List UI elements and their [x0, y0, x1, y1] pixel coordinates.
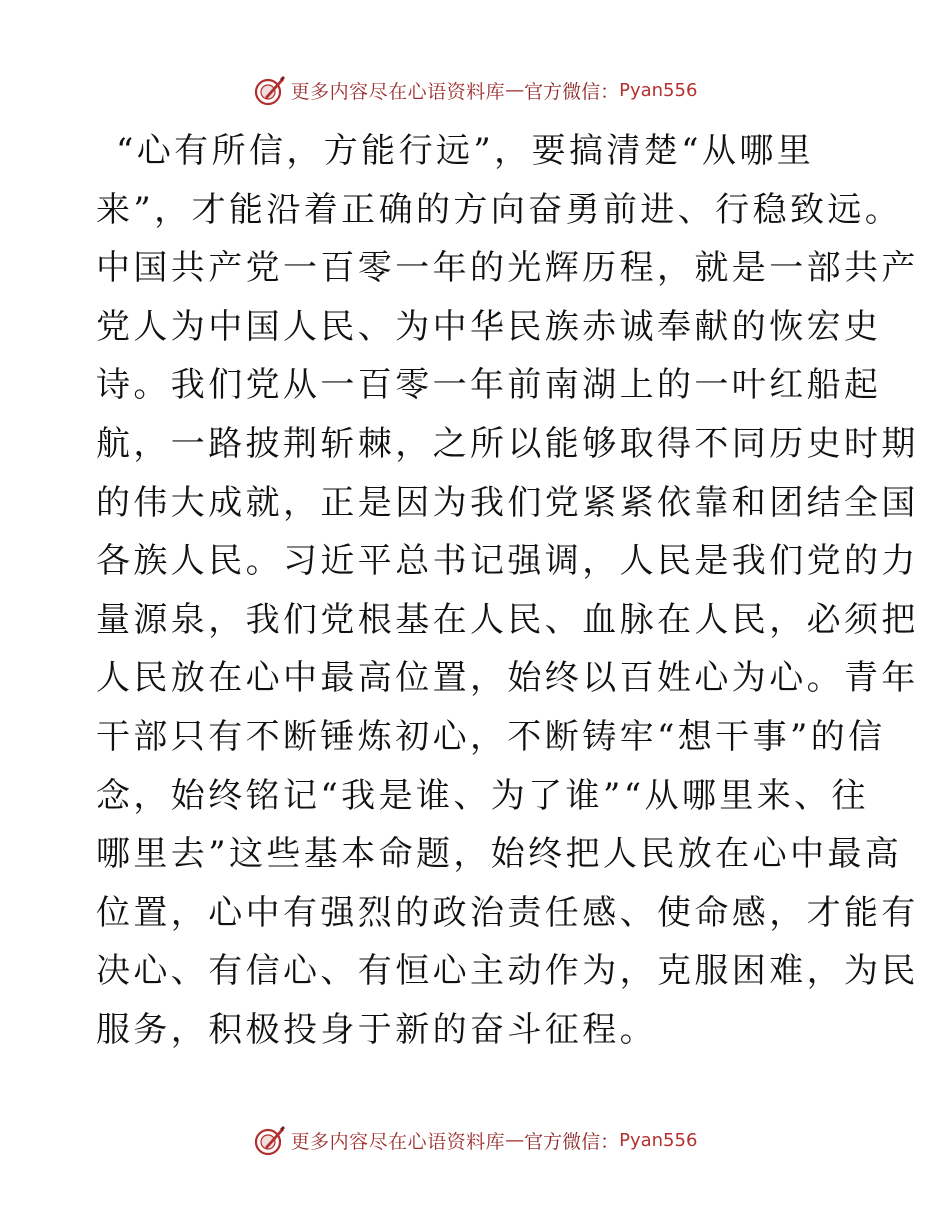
footer-banner [0, 1120, 950, 1160]
quill-logo-icon [253, 73, 287, 107]
article-line: 的伟大成就，正是因为我们党紧紧依靠和团结全国 [96, 482, 919, 523]
article-line: 党人为中国人民、为中华民族赤诚奉献的恢宏史 [96, 306, 882, 347]
banner-wechat-id: Pyan556 [619, 1129, 698, 1151]
article-line: 中国共产党一百零一年的光辉历程，就是一部共产 [96, 248, 919, 289]
article-line: 来”，才能沿着正确的方向奋勇前进、行稳致远。 [96, 189, 903, 230]
article-line: “心有所信，方能行远”，要搞清楚“从哪里 [116, 131, 815, 171]
article-line: 决心、有信心、有恒心主动作为，克服困难，为民 [96, 951, 919, 992]
article-line: 人民放在心中最高位置，始终以百姓心为心。青年 [96, 658, 919, 699]
banner-separator: — [505, 1129, 525, 1151]
article-line: 诗。我们党从一百零一年前南湖上的一叶红船起 [96, 365, 882, 406]
article-line: 位置，心中有强烈的政治责任感、使命感，才能有 [96, 892, 919, 933]
quill-logo-icon [253, 1123, 287, 1157]
banner-wechat-label: 官方微信： [524, 1130, 620, 1153]
article-line: 服务，积极投身于新的奋斗征程。 [96, 1009, 657, 1050]
article-body [96, 122, 919, 1060]
banner-slogan: 更多内容尽在心语资料库 [290, 80, 506, 103]
banner-separator: — [505, 79, 525, 101]
banner-slogan: 更多内容尽在心语资料库 [290, 1130, 506, 1153]
article-line: 各族人民。习近平总书记强调，人民是我们党的力 [96, 541, 919, 582]
banner-wechat-id: Pyan556 [619, 79, 698, 101]
article-line: 航，一路披荆斩棘，之所以能够取得不同历史时期 [96, 423, 919, 464]
banner-wechat-label: 官方微信： [524, 80, 620, 103]
article-line: 念，始终铭记“我是谁、为了谁”“从哪里来、往 [96, 775, 869, 816]
article-line: 量源泉，我们党根基在人民、血脉在人民，必须把 [96, 599, 919, 640]
article-line: 干部只有不断锤炼初心，不断铸牢“想干事”的信 [96, 716, 886, 757]
article-line: 哪里去”这些基本命题，始终把人民放在心中最高 [96, 834, 903, 875]
header-banner [0, 70, 950, 110]
